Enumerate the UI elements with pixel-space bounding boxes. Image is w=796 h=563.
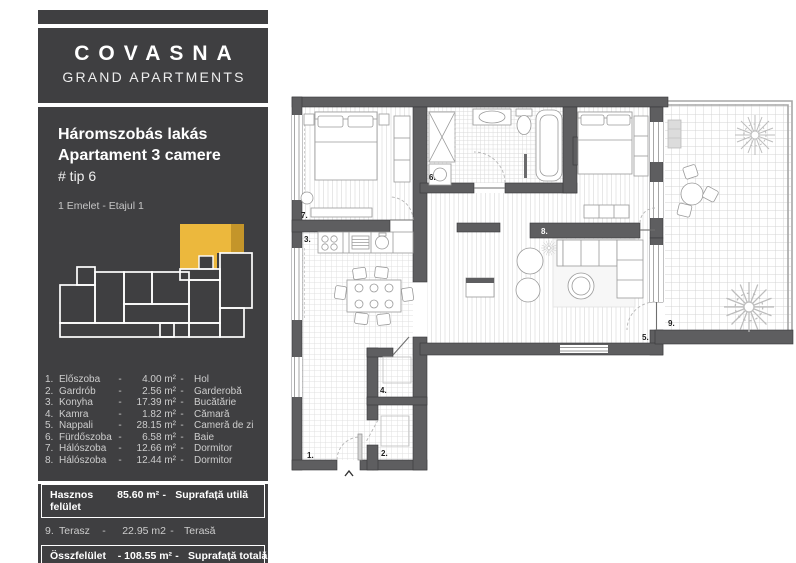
separator: - [180, 443, 184, 454]
pantry-shelf [383, 357, 411, 383]
plan-label-3: 3. [304, 235, 311, 244]
room-row-6 [45, 432, 262, 444]
separator: - [180, 454, 184, 466]
room-row-2 [45, 386, 262, 398]
room-name-hu: Hálószoba [59, 454, 107, 466]
window-living-east [650, 245, 663, 302]
room-row-4 [45, 409, 262, 421]
room-name-hu: Hálószoba [59, 443, 107, 454]
room-name-hu: Konyha [59, 397, 93, 408]
separator: - [118, 408, 122, 420]
sidebar-top-bar [38, 10, 268, 24]
room-name-hu: Terasz [59, 525, 90, 537]
window-living-south [560, 345, 608, 353]
sidebar-main [38, 107, 268, 481]
listing-type-tag: # tip 6 [58, 168, 97, 184]
useful-area-box [41, 484, 265, 518]
wardrobe [634, 116, 648, 176]
dresser [311, 208, 372, 217]
room-num: 5. [45, 420, 54, 431]
brand-name: COVASNA [74, 42, 241, 65]
room-area: 1.82 m² [142, 408, 176, 420]
plan-label-4: 4. [380, 386, 387, 395]
pouf [517, 248, 543, 274]
entry-door-leaf [358, 434, 362, 460]
separator: - [170, 525, 174, 537]
room-name-ro: Baie [194, 431, 215, 443]
total-area-box [41, 545, 268, 563]
room-name-ro: Garderobă [194, 385, 242, 397]
entry-direction-arrow [345, 471, 353, 476]
keyplan-building-outline [60, 253, 252, 337]
sidebar-totals [38, 484, 268, 563]
room-row-7 [45, 443, 262, 455]
total-area-value: - 108.55 m² [117, 550, 173, 562]
separator: - [180, 374, 184, 385]
brand-logo [38, 28, 268, 103]
room-area: 4.00 m² [142, 374, 176, 385]
room-num: 2. [45, 385, 54, 397]
separator: - [180, 420, 184, 431]
room-name-ro: Dormitor [194, 443, 233, 454]
nightstand [304, 114, 314, 125]
listing-title-block [38, 122, 268, 212]
tree [724, 282, 774, 332]
room-row-8 [45, 455, 262, 467]
room-num: 3. [45, 397, 54, 408]
room-name-hu: Kamra [59, 408, 89, 420]
useful-area-label-ro: Suprafață utilă [175, 489, 249, 501]
plan-label-7: 7. [301, 211, 308, 220]
room-name-ro: Bucătărie [194, 397, 237, 408]
separator: - [118, 385, 122, 397]
useful-area-label-hu: Hasznos felület [50, 489, 94, 513]
room-area: 28.15 m² [136, 420, 176, 431]
room-name-ro: Cămară [194, 408, 230, 420]
total-area-label-hu: Összfelület [50, 550, 107, 562]
plan-label-5: 5. [642, 333, 649, 342]
room-num: 7. [45, 443, 54, 454]
toilet [516, 109, 532, 116]
floor-plan [287, 90, 796, 482]
separator: - [118, 420, 122, 431]
terrace-row [38, 520, 268, 543]
separator: - [180, 408, 184, 420]
total-area-label-ro: Suprafață totală [188, 550, 268, 562]
room-num: 8. [45, 454, 54, 466]
building-keyplan [47, 220, 259, 366]
room-name-ro: Cameră de zi [194, 420, 254, 431]
keyplan-highlight-unit [180, 224, 244, 269]
sidebar [38, 10, 268, 563]
pouf [516, 278, 540, 302]
room-num: 6. [45, 431, 54, 443]
plan-label-9: 9. [668, 319, 675, 328]
useful-area-value: 85.60 m² [117, 489, 160, 501]
separator: - [180, 431, 184, 443]
plan-label-1: 1. [307, 451, 314, 460]
room-name-hu: Fürdőszoba [59, 431, 112, 443]
plan-label-8: 8. [541, 227, 548, 236]
room-name-ro: Hol [194, 374, 210, 385]
room-num: 1. [45, 374, 54, 385]
separator: - [118, 454, 122, 466]
room-row-1 [45, 374, 262, 386]
room-name-ro: Dormitor [194, 454, 233, 466]
room-list [38, 366, 268, 466]
room-area: 22.95 m2 [122, 525, 166, 537]
window-bedroom8-b [650, 182, 663, 218]
separator: - [180, 385, 184, 397]
window-bedroom8-a [650, 122, 663, 162]
separator: - [180, 397, 184, 408]
listing-title-hu: Háromszobás lakás [58, 126, 208, 143]
room-area: 6.58 m² [142, 431, 176, 443]
listing-title-ro: Apartament 3 camere [58, 147, 221, 164]
planter [668, 120, 681, 148]
tv-partition-wall [457, 223, 500, 232]
room-area: 12.66 m² [136, 443, 176, 454]
tree [735, 115, 775, 155]
brand-subtitle: GRAND APARTMENTS [62, 69, 246, 85]
room-area: 2.56 m² [142, 385, 176, 397]
room-name-hu: Előszoba [59, 374, 101, 385]
wardrobe-shelf [381, 416, 409, 446]
separator: - [175, 550, 179, 562]
plant [541, 240, 557, 256]
window-hall [292, 357, 302, 397]
separator: - [102, 525, 106, 537]
plan-label-6: 6. [429, 173, 436, 182]
nightstand [379, 114, 389, 125]
plan-label-2: 2. [381, 449, 388, 458]
separator: - [118, 443, 122, 454]
bench [584, 205, 629, 218]
separator: - [118, 397, 122, 408]
separator: - [162, 489, 166, 501]
room-num: 9. [45, 525, 54, 537]
room-area: 17.39 m² [136, 397, 176, 408]
tv-stand [466, 278, 494, 297]
room-row-5 [45, 420, 262, 432]
listing-floor: 1 Emelet - Etajul 1 [58, 200, 144, 212]
room-name-hu: Nappali [59, 420, 93, 431]
room-area: 12.44 m² [136, 454, 176, 466]
room-name-hu: Gardrób [59, 385, 96, 397]
wardrobe [394, 116, 410, 182]
towel-radiator [524, 154, 527, 178]
room-name-ro: Terasă [184, 525, 216, 537]
stool [301, 192, 313, 204]
separator: - [118, 431, 122, 443]
room-num: 4. [45, 408, 54, 420]
terrace-floor [665, 104, 791, 330]
separator: - [118, 374, 122, 385]
room-row-3 [45, 397, 262, 409]
